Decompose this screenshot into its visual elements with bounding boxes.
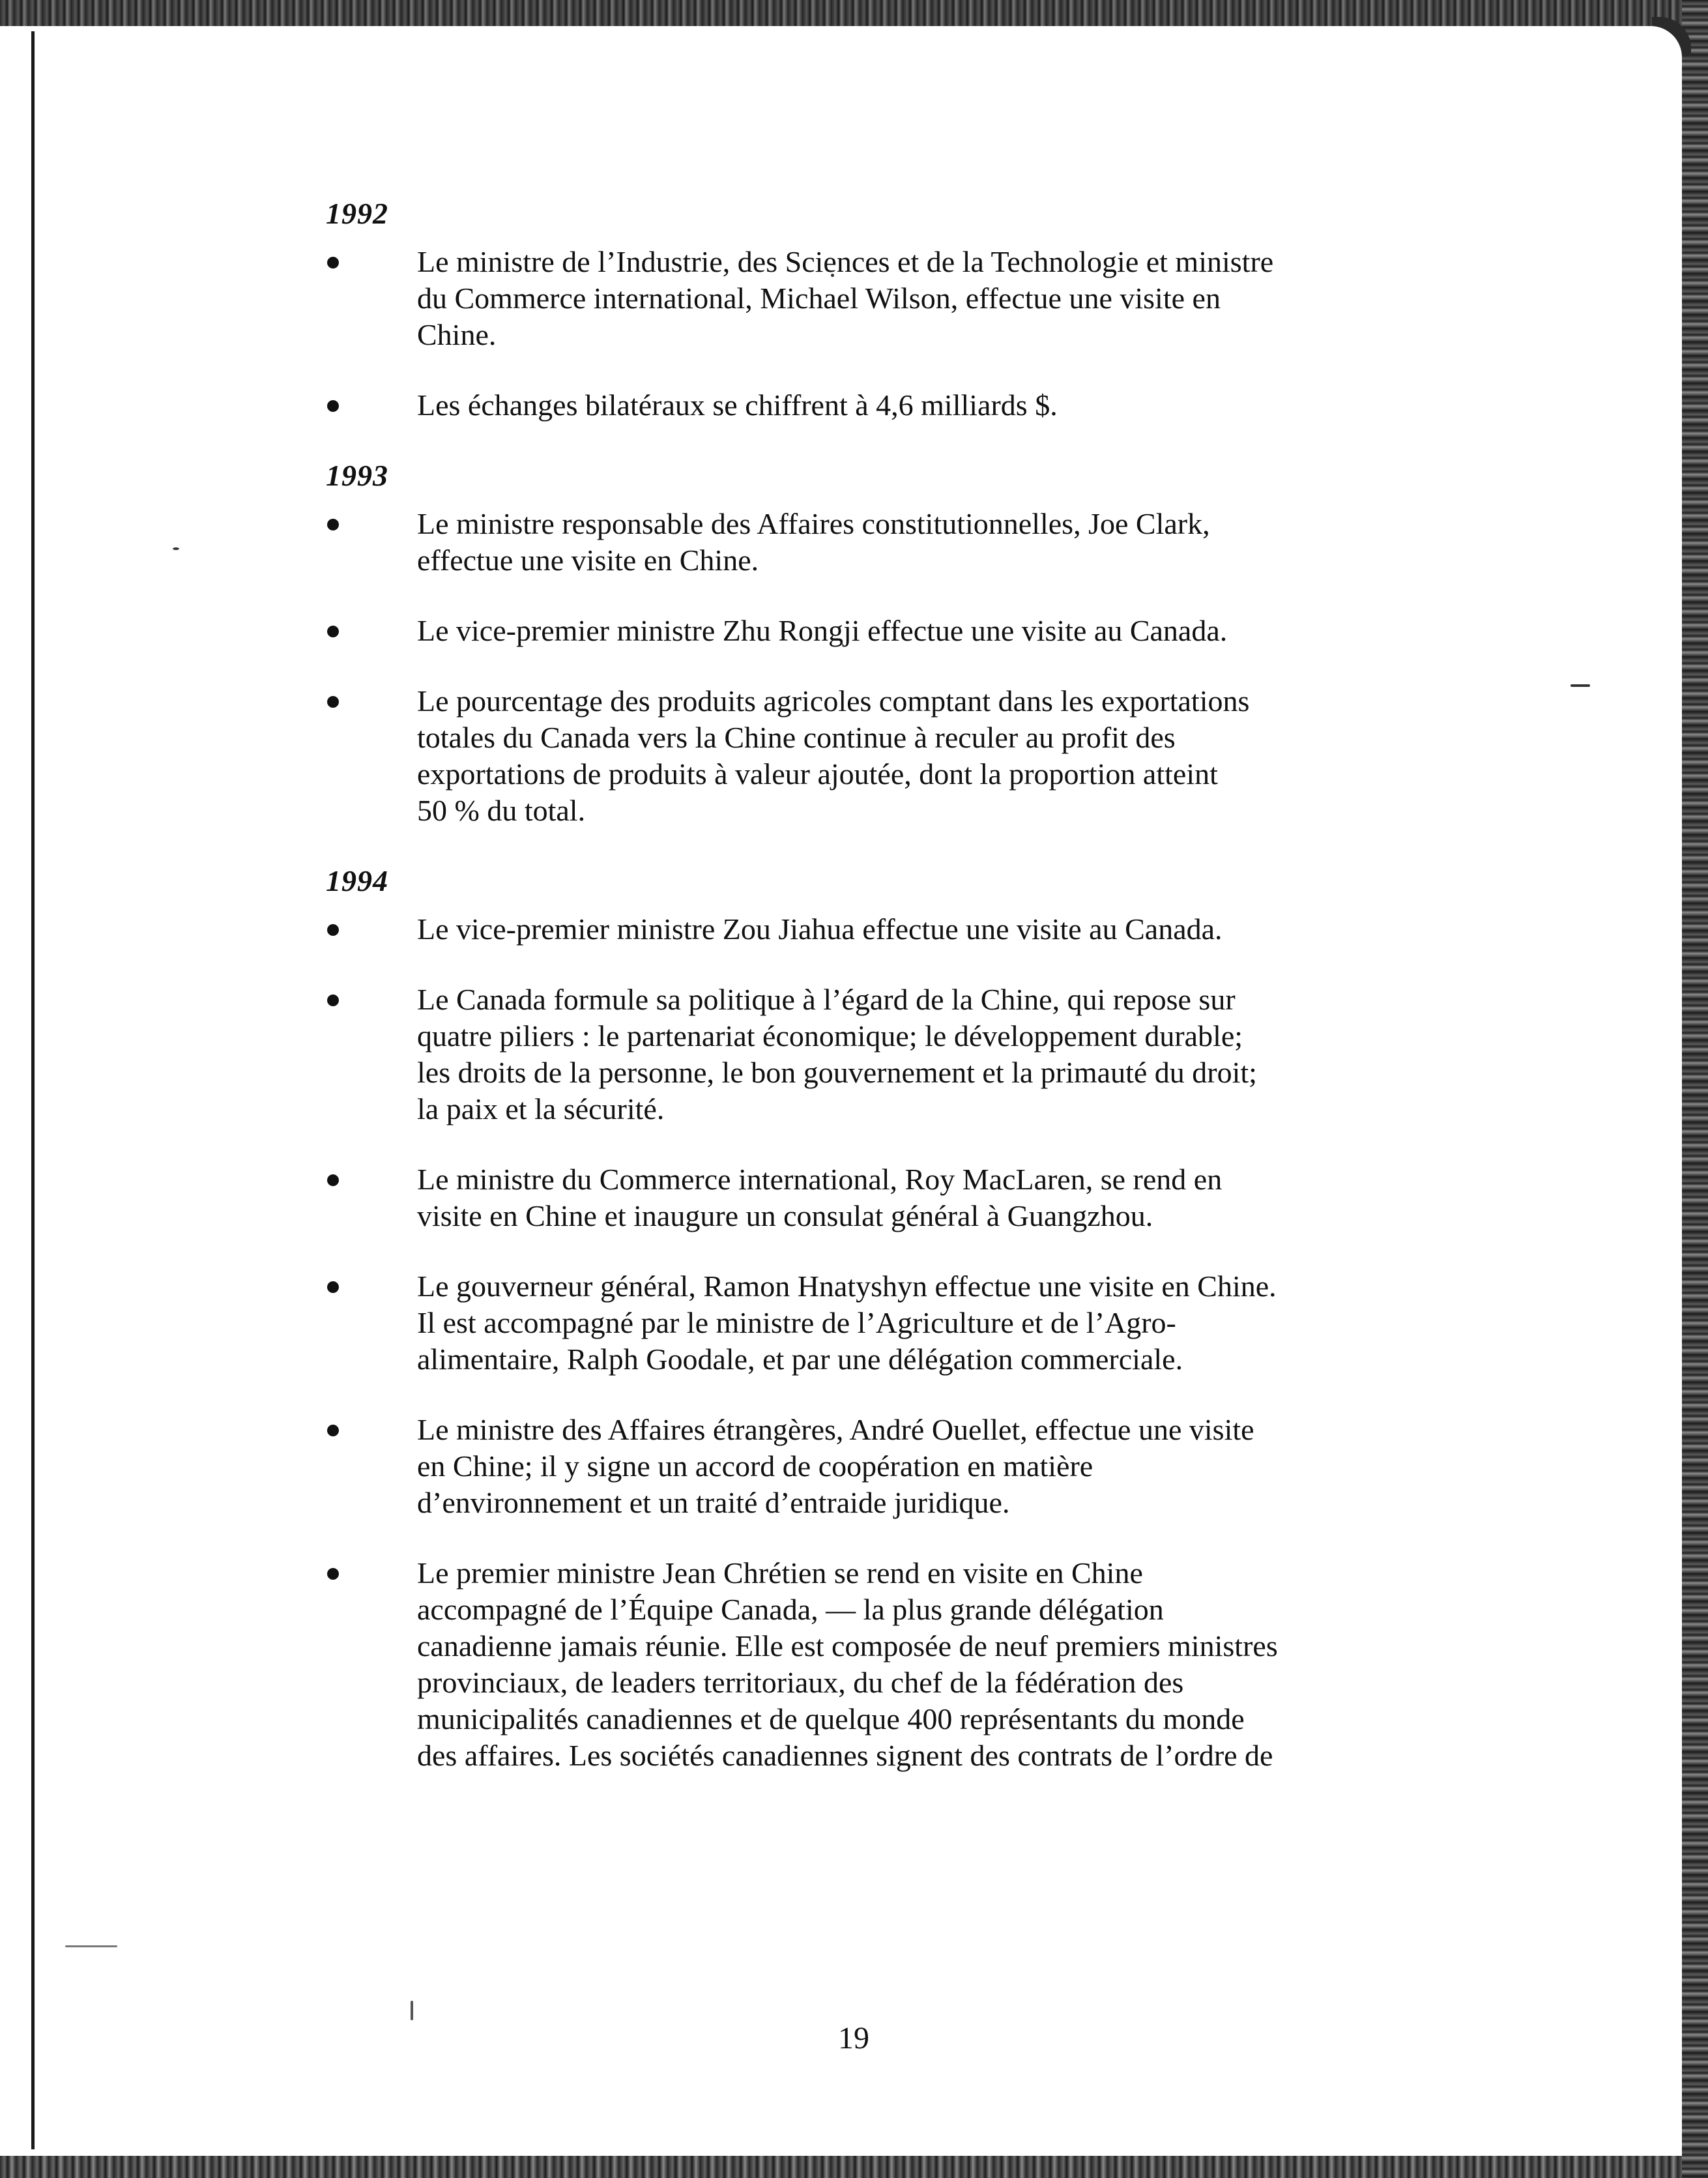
scan-edge-top (0, 0, 1708, 26)
entry-line: Le gouverneur général, Ramon Hnatyshyn effectue une visite en Chine. (417, 1270, 1277, 1303)
timeline-content (319, 196, 1440, 1808)
entry-line: municipalités canadiennes et de quelque 400 représentants du monde (417, 1702, 1245, 1735)
scan-edge-right (1682, 0, 1708, 2178)
bullet-icon (327, 696, 339, 708)
entry-line: des affaires. Les sociétés canadiennes signent des contrats de l’ordre de (417, 1739, 1273, 1772)
entry-line: Les échanges bilatéraux se chiffrent à 4,6 milliards $. (417, 388, 1058, 422)
entry-line: en Chine; il y signe un accord de coopération en matière (417, 1449, 1093, 1483)
year-section-1993 (319, 457, 1440, 829)
bullet-icon (327, 995, 339, 1006)
bullet-icon (327, 519, 339, 530)
entry-line: accompagné de l’Équipe Canada, — la plus grande délégation (417, 1593, 1164, 1626)
year-heading: 1993 (326, 459, 388, 492)
timeline-entry (319, 911, 1440, 948)
entry-line: alimentaire, Ralph Goodale, et par une délégation commerciale. (417, 1343, 1183, 1376)
scan-speck (173, 547, 179, 550)
timeline-entry (319, 244, 1440, 353)
entry-line: Il est accompagné par le ministre de l’Agriculture et de l’Agro- (417, 1306, 1176, 1339)
year-section-1992 (319, 196, 1440, 424)
timeline-entry (319, 981, 1440, 1127)
page-left-edge (31, 31, 35, 2149)
entry-line: totales du Canada vers la Chine continue à reculer au profit des (417, 721, 1176, 754)
scan-speck (411, 2001, 413, 2020)
scan-speck (1570, 684, 1590, 687)
entry-line: Le ministre de l’Industrie, des Sciences et de la Technologie et ministre (417, 245, 1274, 278)
scan-speck (65, 1945, 117, 1947)
bullet-icon (327, 1174, 339, 1186)
bullet-icon (327, 626, 339, 637)
entry-line: Le Canada formule sa politique à l’égard de la Chine, qui repose sur (417, 983, 1236, 1016)
entry-line: exportations de produits à valeur ajoutée, dont la proportion atteint (417, 757, 1218, 791)
bullet-icon (327, 1425, 339, 1436)
timeline-entry (319, 1412, 1440, 1521)
timeline-entry (319, 613, 1440, 649)
entry-line: d’environnement et un traité d’entraide juridique. (417, 1486, 1010, 1519)
entry-line: Le vice-premier ministre Zou Jiahua effectue une visite au Canada. (417, 912, 1223, 946)
year-heading: 1992 (326, 197, 388, 230)
entry-line: canadienne jamais réunie. Elle est composée de neuf premiers ministres (417, 1629, 1278, 1663)
page-corner (1643, 26, 1682, 65)
timeline-entry (319, 683, 1440, 829)
entry-line: Le ministre responsable des Affaires constitutionnelles, Joe Clark, (417, 507, 1210, 540)
entry-line: Chine. (417, 318, 497, 351)
entry-line: du Commerce international, Michael Wilson, effectue une visite en (417, 282, 1221, 315)
timeline-entry (319, 1161, 1440, 1234)
year-heading: 1994 (326, 864, 388, 897)
entry-line: 50 % du total. (417, 794, 586, 827)
entry-line: Le premier ministre Jean Chrétien se rend en visite en Chine (417, 1556, 1143, 1590)
bullet-icon (327, 1281, 339, 1293)
page-number: 19 (838, 2021, 869, 2055)
entry-line: Le ministre du Commerce international, Roy MacLaren, se rend en (417, 1163, 1223, 1196)
entry-line: la paix et la sécurité. (417, 1092, 665, 1125)
entry-line: provinciaux, de leaders territoriaux, du chef de la fédération des (417, 1666, 1184, 1699)
entry-line: Le pourcentage des produits agricoles comptant dans les exportations (417, 684, 1250, 718)
bullet-icon (327, 400, 339, 412)
timeline-entry (319, 1555, 1440, 1774)
bullet-icon (327, 257, 339, 269)
entry-line: Le ministre des Affaires étrangères, André Ouellet, effectue une visite (417, 1413, 1254, 1446)
timeline-entry (319, 387, 1440, 424)
entry-line: les droits de la personne, le bon gouvernement et la primauté du droit; (417, 1056, 1257, 1089)
timeline-entry (319, 1268, 1440, 1378)
scan-edge-bottom (0, 2156, 1708, 2178)
entry-line: effectue une visite en Chine. (417, 544, 759, 577)
bullet-icon (327, 1568, 339, 1580)
entry-line: visite en Chine et inaugure un consulat général à Guangzhou. (417, 1199, 1153, 1232)
bullet-icon (327, 924, 339, 936)
entry-line: quatre piliers : le partenariat économique; le développement durable; (417, 1019, 1243, 1053)
entry-line: Le vice-premier ministre Zhu Rongji effectue une visite au Canada. (417, 614, 1228, 647)
timeline-entry (319, 506, 1440, 579)
year-section-1994 (319, 863, 1440, 1774)
